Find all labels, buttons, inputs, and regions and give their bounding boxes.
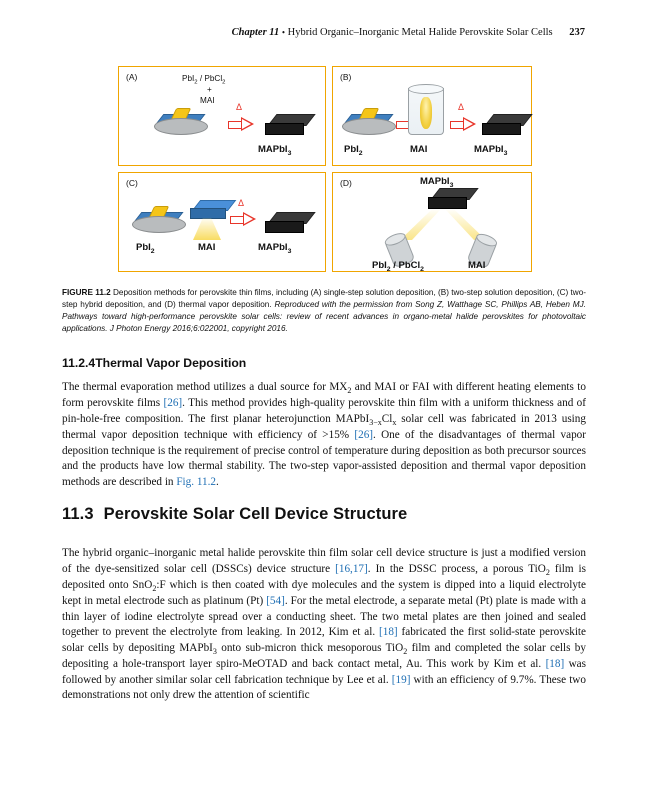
section-heading-11-2-4 [62,356,586,370]
paragraph-device-structure [62,546,586,704]
paragraph-thermal-vapor [62,380,586,490]
panel-a-label: (A) [126,72,138,82]
panel-a-arrow-icon [228,117,254,131]
ds-text-18: with an efficiency of 9.7%. These two demonstrations not only drew the attention of scientific [62,673,586,702]
ds-text-6: :F which is then coated with dye molecules and the system is dipped into a liquid electrolyte kept in metal electrode such as platinum (Pt) [62,578,586,608]
citation-54[interactable]: [54] [266,595,285,608]
tv-text-4: . This method provides high-quality perovskite thin film with a uniform thickness and of pin-hole-free composition. The first planar heterojunction MAPbI [62,397,586,425]
ds-sub-11: 3 [212,647,217,657]
panel-d-source-left-label: PbI$_2$ / PbCl$_2$ [372,260,424,273]
page-number: 237 [569,27,585,38]
citation-26a[interactable]: [26] [163,397,183,410]
panel-c-substrate [132,212,184,232]
tv-text-12: . [216,475,219,488]
figure-caption-credit: Reproduced with the permission from Song Z, Watthage SC, Phillips AB, Heben MJ. Pathways toward high-performance perovskite solar cells: review of recent advances in organo-metal halide perovskites for photovoltaic applications. J Photon Energy 2016;6:022001, copyright 2016. [62,299,586,333]
tv-sub-1: 2 [347,386,352,396]
panel-c-product-slab [265,212,309,232]
figure-11-2 [110,62,540,277]
tv-text-0: The thermal evaporation method utilizes a dual source for MX [62,381,348,393]
ds-sub-13: 2 [403,647,408,657]
panel-b-substrate [342,114,394,134]
ds-text-0: The hybrid organic–inorganic metal halide perovskite thin film solar cell device structure is just a modified version of the dye-sensitized solar cell (DSSCs) device structure [62,547,586,575]
tv-text-8: solar cell was fabricated in 2013 using thermal vapor deposition technique with efficiency of >15% [62,412,586,442]
panel-c-mai-source [190,200,230,218]
ds-text-8: . For the metal electrode, a separate metal (Pt) plate is made with a thin layer of iodine electrolyte spread over a conducting sheet. The two metal plates are then joined and sealed together to prevent the electrolyte from leaking. In 2012, Kim et al. [62,595,586,639]
panel-c-left-label: PbI$_2$ [136,242,155,255]
ds-text-10: fabricated the first solid-state perovskite solar cells by depositing MAPbI [62,626,586,654]
ds-text-4: film is deposited onto SnO [62,562,586,591]
citation-19[interactable]: [19] [391,673,411,686]
panel-c-mid-label: MAI [198,242,216,253]
citation-18b[interactable]: [18] [545,658,565,671]
panel-a-substrate [154,114,206,134]
running-head-title: Hybrid Organic–Inorganic Metal Halide Perovskite Solar Cells [287,27,553,38]
panel-b-label: (B) [340,72,352,82]
panel-d-product-slab [428,188,472,208]
ds-sub-3: 2 [545,567,550,577]
panel-a-plus: + [207,85,212,94]
panel-b-product-label: MAPbI$_3$ [474,144,508,157]
section-number-11-2-4: 11.2.4 [62,356,96,370]
panel-d-product-label: MAPbI$_3$ [420,176,454,189]
panel-a-reagent-bottom: MAI [200,96,215,105]
figure-caption-text: Deposition methods for perovskite thin films, including (A) single-step solution deposition, (B) two-step solution deposition, (C) two-step hybrid deposition, and (D) thermal vapor deposition. [62,288,586,309]
panel-c-product-label: MAPbI$_3$ [258,242,292,255]
ds-text-2: . In the DSSC process, a porous TiO [367,562,546,575]
ds-text-14: film and completed the solar cells by depositing a hole-transport layer spiro-MeOTAD and back contact metal, Au. This work by Kim et al. [62,641,586,671]
running-head-chapter: Chapter 11 [231,27,280,38]
tv-sub-7: x [392,418,397,428]
running-head-bullet: • [281,27,286,38]
running-head [62,27,585,38]
panel-a-heat-symbol: Δ [236,102,243,112]
citation-18a[interactable]: [18] [379,626,398,639]
panel-a-product-label: MAPbI$_3$ [258,144,292,157]
tv-sub-5: 3−x [369,418,382,428]
tv-text-2: and MAI or FAI with different heating elements to form perovskite films [62,381,586,410]
section-number-11-3: 11.3 [62,505,94,523]
tv-text-6: Cl [381,412,393,425]
tv-text-10: . One of the disadvantages of thermal vapor deposition technique is the requirement of precise control of temperature during deposition as both precursor sources and the products have low thermal stability. The two-step vapor-assisted deposition and thermal vapor deposition methods are described in [62,429,586,488]
section-title-11-3: Perovskite Solar Cell Device Structure [103,505,408,523]
ds-text-16: was followed by another similar solar cell fabrication technique by Lee et al. [62,658,586,686]
citation-26b[interactable]: [26] [354,429,374,442]
panel-c-arrow-icon [230,212,256,226]
figure-caption [62,287,586,335]
panel-c-label: (C) [126,178,138,188]
panel-d-label: (D) [340,178,352,188]
panel-b-beaker [408,88,444,135]
section-heading-11-3 [62,505,586,524]
figure-crossref[interactable]: Fig. 11.2 [176,475,217,488]
panel-b-product-slab [482,114,526,134]
figure-caption-label: FIGURE 11.2 [62,288,111,297]
panel-a-reagent-top: PbI$_2$ / PbCl$_2$ [182,74,226,86]
panel-d-source-right-label: MAI [468,260,486,271]
panel-a-product-slab [265,114,309,134]
ds-sub-5: 2 [152,584,157,594]
ds-text-12: onto sub-micron thick mesoporous TiO [216,641,404,654]
section-title-11-2-4: Thermal Vapor Deposition [95,356,247,370]
panel-b-mid-label: MAI [410,144,428,155]
panel-b-arrow-2-icon [450,117,476,131]
panel-c-heat-symbol: Δ [238,198,245,208]
panel-b-heat-symbol: Δ [458,102,465,112]
citation-16-17[interactable]: [16,17] [335,562,368,575]
panel-b-left-label: PbI$_2$ [344,144,363,157]
